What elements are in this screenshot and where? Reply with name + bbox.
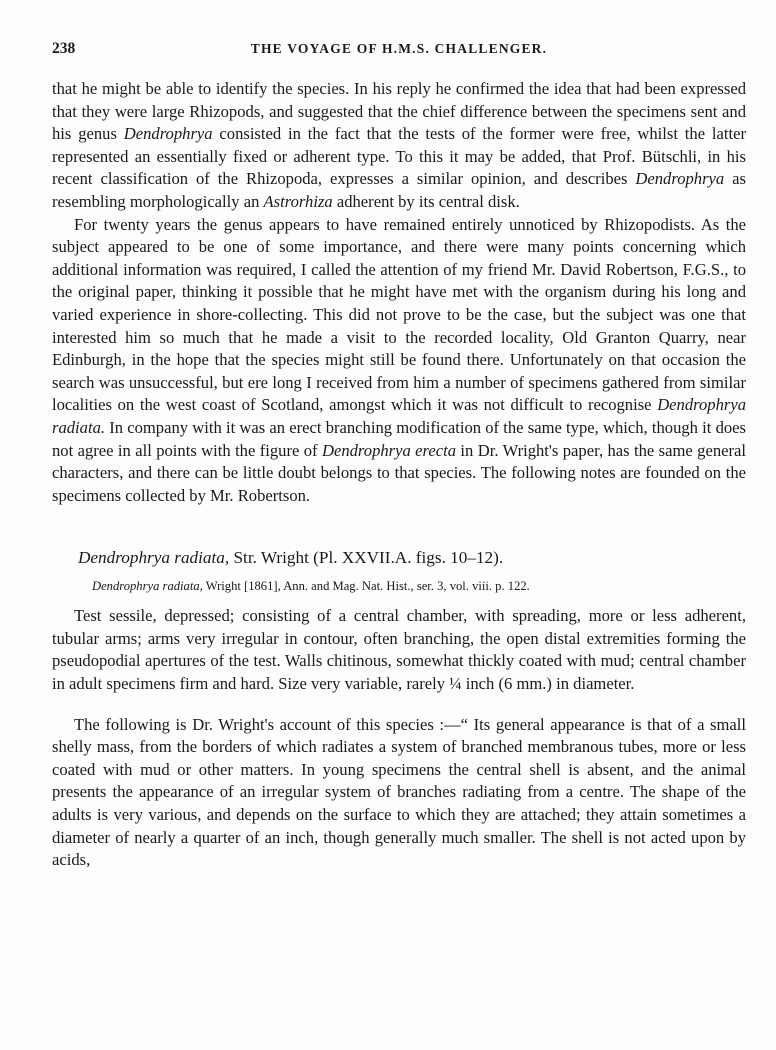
text-run: consisted in the fact that the tests of the former were free, whilst the latter represented an essentially fixed or adherent type. To this it may be added, that Prof. Bütschli, in his recent classification of the Rhizopoda, expresses a similar opinion, and describes (52, 124, 746, 189)
text-run: adherent by its central disk. (332, 191, 520, 211)
page-number: 238 (52, 40, 76, 57)
species-heading-rest: Str. Wright (Pl. XXVII.A. figs. 10–12). (229, 548, 504, 568)
paragraph-3: Test sessile, depressed; consisting of a central chamber, with spreading, more or less adherent, tubular arms; arms very irregular in contour, often branching, the open distal extremities forming the pseudopodial apertures of the test. Walls chitinous, somewhat thickly coated with mud; central chamber in adult specimens firm and hard. Size very variable, rarely ¼ inch (6 mm.) in diameter. (52, 606, 746, 694)
genus-name: Dendrophrya (635, 169, 725, 189)
paragraph-1 (52, 78, 746, 214)
genus-name: Astrorhiza (263, 191, 333, 211)
text-run: In company with it was an erect branching modification of the same type, which, though it does not agree in all points with the figure of (52, 417, 746, 460)
species-heading (52, 547, 746, 569)
species-reference-rest: Wright [1861], Ann. and Mag. Nat. Hist., ser. 3, vol. viii. p. 122. (202, 579, 530, 594)
page-header (52, 40, 746, 64)
spacer (52, 696, 746, 714)
species-name: Dendrophrya radiata. (52, 395, 746, 437)
text-run: in Dr. Wright's paper, has the same general characters, and there can be little doubt belongs to that species. The following notes are founded on the specimens collected by Mr. Robertson. (52, 440, 746, 505)
text-run: as resembling morphologically an (52, 169, 746, 211)
paragraph-4: The following is Dr. Wright's account of this species :—“ Its general appearance is that of a small shelly mass, from the borders of which radiates a system of branched membranous tubes, more or less coated with mud or other matters. In young specimens the central shell is absent, and the animal presents the appearance of an irregular system of branches radiating from a centre. The shape of the adults is very various, and depends on the surface to which they are attached; they attain sometimes a diameter of nearly a quarter of an inch, though generally much smaller. The shell is not acted upon by acids, (52, 714, 746, 870)
paragraph-2 (52, 214, 746, 508)
genus-name: Dendrophrya (123, 124, 213, 144)
species-heading-name: Dendrophrya radiata, (78, 548, 230, 568)
running-title: THE VOYAGE OF H.M.S. CHALLENGER. (250, 41, 548, 56)
text-run: that he might be able to identify the species. In his reply he confirmed the idea that had been expressed that they were large Rhizopods, and suggested that the chief difference between the specimens sent and his genus (52, 79, 746, 144)
species-reference (52, 577, 746, 595)
species-name: Dendrophrya erecta (321, 440, 457, 460)
text-run: For twenty years the genus appears to have remained entirely unnoticed by Rhizopodists. As the subject appeared to be one of some importance, and there were many points concerning which additional information was required, I called the attention of my friend Mr. David Robertson, F.G.S., to the original paper, thinking it possible that he might have met with the organism during his long and varied experience in shore-collecting. This did not prove to be the case, but the subject was one that interested him so much that he made a visit to the recorded locality, Old Granton Quarry, near Edinburgh, in the hope that the species might still be found there. Unfortunately on that occasion the search was unsuccessful, but ere long I received from him a number of specimens gathered from similar localities on the west coast of Scotland, amongst which it was not difficult to recognise (52, 214, 746, 415)
species-reference-name: Dendrophrya radiata, (92, 579, 203, 594)
